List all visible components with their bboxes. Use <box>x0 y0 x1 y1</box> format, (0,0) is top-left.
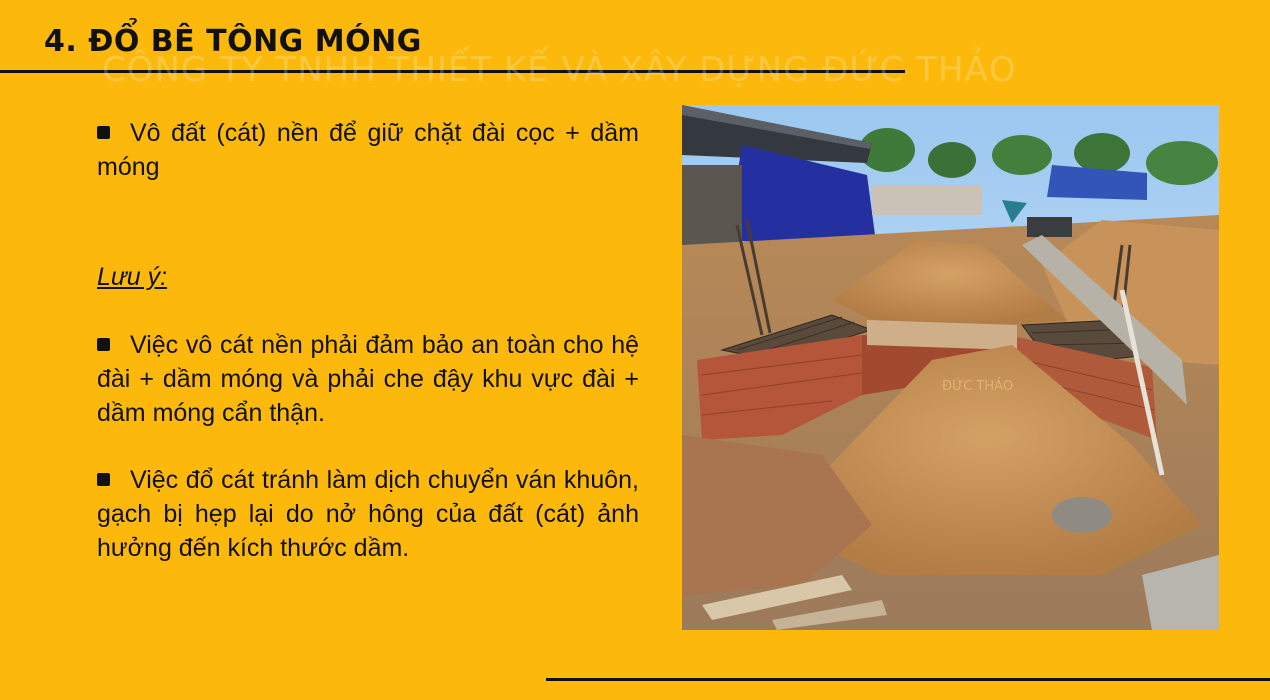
bullet-item <box>97 116 639 184</box>
photo-logo-watermark: ĐỨC THẢO <box>942 379 1014 394</box>
bullet-item <box>97 328 639 430</box>
bullet-item <box>97 463 639 565</box>
company-watermark: CÔNG TY TNHH THIẾT KẾ VÀ XÂY DỰNG ĐỨC THẢO <box>102 50 1017 90</box>
bullet-text: Việc đổ cát tránh làm dịch chuyển ván khuôn, gạch bị hẹp lại do nở hông của đất (cát) ảnh hưởng đến kích thước dầm. <box>97 466 639 562</box>
square-bullet-icon <box>97 473 110 486</box>
construction-site-photo <box>682 105 1219 630</box>
square-bullet-icon <box>97 126 110 139</box>
square-bullet-icon <box>97 338 110 351</box>
footer-divider <box>546 678 1270 681</box>
slide-title: 4. ĐỔ BÊ TÔNG MÓNG <box>44 24 422 59</box>
bullet-text: Việc vô cát nền phải đảm bảo an toàn cho hệ đài + dầm móng và phải che đậy khu vực đài + dầm móng cẩn thận. <box>97 331 639 427</box>
bullet-text: Vô đất (cát) nền để giữ chặt đài cọc + dầm móng <box>97 119 639 181</box>
note-label: Lưu ý: <box>97 263 168 291</box>
content-text-column <box>97 116 639 565</box>
